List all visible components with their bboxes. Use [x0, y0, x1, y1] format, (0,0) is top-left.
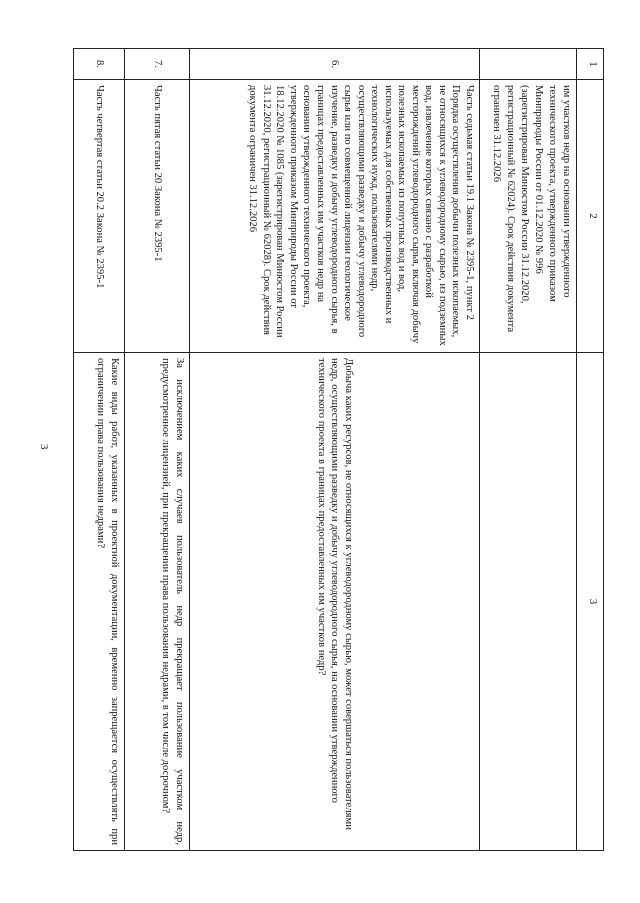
document-table: [73, 48, 604, 851]
table-row: [190, 49, 480, 851]
row-number: 6.: [190, 49, 480, 80]
rotated-page-content: [89, 48, 604, 850]
row-question: За исключением каких случаев пользователь недр прекращает пользование участком недр, предусмотренное лицензией, при прекращении права пользования недрами, в том числе досрочном?: [125, 353, 190, 851]
row-basis: Часть четвертая статьи 20.2 Закона № 2395-1: [74, 80, 125, 353]
row-question: [480, 353, 577, 851]
row-number: [480, 49, 577, 80]
table-row: [74, 49, 125, 851]
row-basis: им участков недр на основании утвержденного технического проекта, утвержденного приказом Минприроды России от 01.12.2020 № 996 (зарегистрирован Минюстом России 31.12.2020, регистрационный № 62024). Срок действия документа ограничен 31.12.2026: [480, 80, 577, 353]
table-row: [480, 49, 577, 851]
row-number: 7.: [125, 49, 190, 80]
row-basis: Часть седьмая статьи 19.1 Закона № 2395-1, пункт 2 Порядка осуществления добычи полезных ископаемых, не относящихся к углеводородному сырью, из подземных вод, извлечение которых связано с разработкой месторождений углеводородного сырья, включая добычу полезных ископаемых из попутных вод и вод, используемых для собственных производственных и технологических нужд, пользователями недр, осуществляющими разведку и добычу углеводородного сырья или по совмещенной лицензии геологическое изучение, разведку и добычу углеводородного сырья, в границах предоставленных им участков недр на основании утвержденного технического проекта, утвержденного приказом Минприроды России от 18.12.2020 № 1085 (зарегистрирован Минюстом России 31.12.2020, регистрационный № 62028). Срок действия документа ограничен 31.12.2026: [190, 80, 480, 353]
header-col-1: 1: [577, 49, 604, 80]
row-question: Добыча каких ресурсов, не относящихся к углеводородному сырью, может совершаться пользователями недр, осуществляющими разведку и добычу углеводородного сырья, на основании утвержденного технического проекта в границах предоставленных им участков недр?: [190, 353, 480, 851]
table-row: [125, 49, 190, 851]
row-basis: Часть пятая статьи 20 Закона № 2395-1: [125, 80, 190, 353]
table-header-row: [577, 49, 604, 851]
page-number: 3: [38, 444, 50, 450]
header-col-3: 3: [577, 353, 604, 851]
row-number: 8.: [74, 49, 125, 80]
header-col-2: 2: [577, 80, 604, 353]
row-question: Какие виды работ, указанных в проектной документации, временно запрещается осуществлять при ограничении права пользования недрами?: [74, 353, 125, 851]
